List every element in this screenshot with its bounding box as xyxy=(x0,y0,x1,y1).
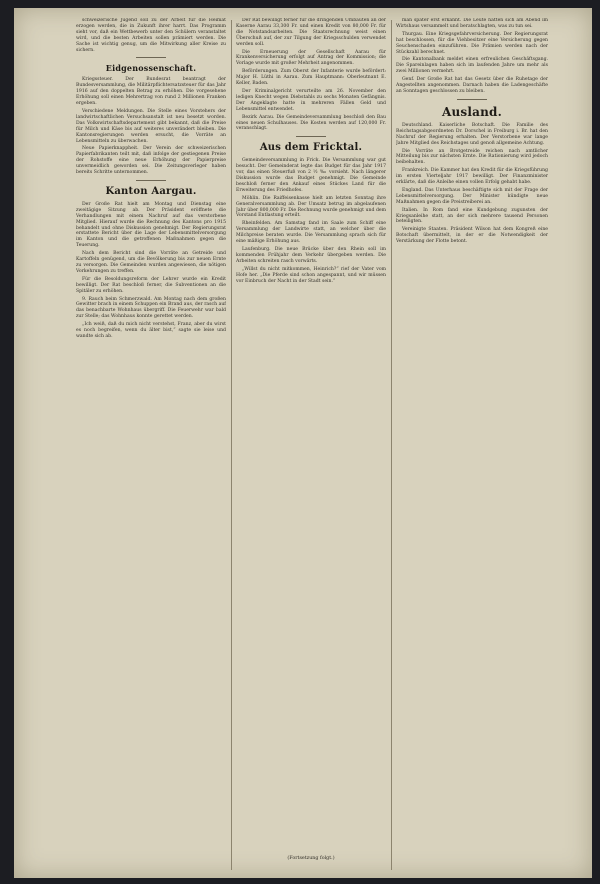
article-paragraph: Bezirk Aarau. Die Gemeindeversammlung beschloß den Bau eines neuen Schulhauses. Die Kosten werden auf 120,000 Fr. veranschlagt. xyxy=(236,114,386,132)
article-paragraph: Vereinigte Staaten. Präsident Wilson hat dem Kongreß eine Botschaft übermittelt, in der er die Notwendigkeit der Verstärkung der Flotte betont. xyxy=(396,227,548,245)
article-paragraph: Neue Papierknappheit. Der Verein der schweizerischen Papierfabrikanten teilt mit, daß infolge der gestiegenen Preise der Rohstoffe eine neue Erhöhung der Papierpreise unvermeidlich geworden sei. Die Zeitungsverleger haben bereits Schritte unternommen. xyxy=(76,146,226,176)
article-paragraph: Für die Besoldungsreform der Lehrer wurde ein Kredit bewilligt. Der Rat beschloß ferner, die Subventionen an die Spitäler zu erhöhen. xyxy=(76,276,226,294)
article-paragraph: Thurgau. Eine Kriegsgefahrversicherung. Der Regierungsrat hat beschlossen, für die Viehbesitzer eine Versicherung gegen Seuchenschaden einzuführen. Die Prämien werden nach der Stückzahl berechnet. xyxy=(396,31,548,55)
article-paragraph: schweizerische Jugend soll zu der Arbeit für die Heimat erzogen werden, die in Zukunft ihrer harrt. Das Programm sieht vor, daß ein Wettbewerb unter den Schülern veranstaltet wird, und die besten Arbeiten sollen prämiert werden. Die Sache ist wichtig genug, um die Mitwirkung aller Kreise zu sichern. xyxy=(76,18,226,53)
article-paragraph: Gemeindeversammlung in Frick. Die Versammlung war gut besucht. Der Gemeinderat legte das Budget für das Jahr 1917 vor, das einen Steuerfuß von 2 ½ ‰ vorsieht. Nach längerer Diskussion wurde das Budget genehmigt. Die Gemeinde beschloß ferner den Ankauf eines Stückes Land für die Erweiterung des Friedhofes. xyxy=(236,158,386,193)
article-paragraph: Die Vorräte an Brotgetreide reichen nach amtlicher Mitteilung bis zur nächsten Ernte. Die Rationierung wird jedoch beibehalten. xyxy=(396,148,548,166)
column-rule xyxy=(231,20,232,870)
article-paragraph: Nach dem Bericht sind die Vorräte an Getreide und Kartoffeln genügend, um die Bevölkerung bis zur neuen Ernte zu versorgen. Die Gemeinden wurden angewiesen, die nötigen Vorkehrungen zu treffen. xyxy=(76,251,226,274)
divider xyxy=(136,57,166,58)
article-paragraph: Beförderungen. Zum Oberst der Infanterie wurde befördert: Major H. Lüthi in Aarau. Zum Hauptmann: Oberleutnant E. Keller, Baden. xyxy=(236,69,386,87)
article-paragraph: Die Kantonalbank meldet einen erfreulichen Geschäftsgang. Die Spareinlagen haben sich im laufenden Jahre um mehr als zwei Millionen vermehrt. xyxy=(396,57,548,75)
divider xyxy=(457,99,487,100)
article-paragraph: 9. Rauch beim Schmerzwald. Am Montag nach dem großen Gewitter brach in einem Schuppen ein Brand aus, der rasch auf das benachbarte Wohnhaus übergriff. Die Feuerwehr war bald zur Stelle; das Wohnhaus konnte gerettet werden. xyxy=(76,296,226,320)
article-paragraph: Möhlin. Die Raiffeisenkasse hielt am letzten Sonntag ihre Generalversammlung ab. Der Umsatz betrug im abgelaufenen Jahr über 800,000 Fr. Die Rechnung wurde genehmigt und dem Vorstand Entlastung erteilt. xyxy=(236,195,386,219)
article-paragraph: Die Erneuerung der Gesellschaft Aarau für Krankenversicherung erfolgt auf Antrag der Kommission; die Vorlage wurde mit großer Mehrheit angenommen. xyxy=(236,49,386,67)
continuation-note: (Fortsetzung folgt.) xyxy=(287,856,335,861)
article-paragraph: Der Kriminalgericht verurteilte am 26. November den ledigen Knecht wegen Diebstahls zu sechs Monaten Gefängnis. Der Angeklagte hatte in mehreren Fällen Geld und Lebensmittel entwendet. xyxy=(236,88,386,112)
column-3 xyxy=(396,18,548,874)
column-1 xyxy=(76,18,226,874)
section-heading: Eidgenossenschaft. xyxy=(105,63,197,74)
article-paragraph: Deutschland. Kaiserliche Botschaft. Die Familie des Reichstagsabgeordneten Dr. Dorschel in Freiburg i. Br. hat den Nachruf der Regierung erhalten. Der Verstorbene war lange Jahre Mitglied des Reichstages und genoß allgemeine Achtung. xyxy=(396,122,548,146)
article-paragraph: „Willst du nicht mitkommen, Heinrich?“ rief der Vater vom Hofe her. „Die Pferde sind schon angespannt, und wir müssen vor Einbruch der Nacht in der Stadt sein.“ xyxy=(236,266,386,284)
article-paragraph: Rheinfelden. Am Samstag fand im Saale zum Schiff eine Versammlung der Landwirte statt, an welcher über die Milchpreise beraten wurde. Die Versammlung sprach sich für eine mäßige Erhöhung aus. xyxy=(236,221,386,245)
article-paragraph: England. Das Unterhaus beschäftigte sich mit der Frage der Lebensmittelversorgung. Der Minister kündigte neue Maßnahmen gegen die Preistreiberei an. xyxy=(396,187,548,205)
article-paragraph: Frankreich. Die Kammer hat den Kredit für die Kriegsführung im ersten Vierteljahr 1917 bewilligt. Der Finanzminister erklärte, daß die Anleihe einen vollen Erfolg gehabt habe. xyxy=(396,168,548,186)
article-paragraph: Verschiedene Meldungen. Die Stelle eines Vorstehers der landwirtschaftlichen Versuchsanstalt ist neu besetzt worden. Das Volkswirtschaftsdepartement gibt bekannt, daß die Preise für Milch und Käse bis auf weiteres unverändert bleiben. Die Kantonsregierungen werden ersucht, die Vorräte an Lebensmitteln zu überwachen. xyxy=(76,108,226,144)
newspaper-page xyxy=(14,8,592,878)
article-paragraph: Kriegssteuer. Der Bundesrat beantragt der Bundesversammlung, die Militärpflichtersatzsteuer für das Jahr 1916 auf den doppelten Betrag zu erhöhen. Die vorgesehene Erhöhung soll einen Mehrertrag von rund 2 Millionen Franken ergeben. xyxy=(76,77,226,107)
divider xyxy=(136,180,166,181)
article-paragraph: Der Große Rat hielt am Montag und Dienstag eine zweitägige Sitzung ab. Der Präsident eröffnete die Verhandlungen mit einem Nachruf auf das verstorbene Mitglied. Hierauf wurde die Rechnung des Kantons pro 1915 behandelt und ohne Diskussion genehmigt. Der Regierungsrat erstattete Bericht über die Lage der Lebensmittelversorgung im Kanton und die getroffenen Maßnahmen gegen die Teuerung. xyxy=(76,201,226,249)
column-rule xyxy=(391,20,392,870)
column-2 xyxy=(236,18,386,874)
article-paragraph: Genf. Der Große Rat hat das Gesetz über die Ruhetage der Angestellten angenommen. Darnach haben die Ladengeschäfte an Sonntagen geschlossen zu bleiben. xyxy=(396,77,548,94)
section-heading: Ausland. xyxy=(441,104,503,119)
article-paragraph: man später erst erkannt. Die Leute hatten sich am Abend im Wirtshaus versammelt und beratschlagten, was zu tun sei. xyxy=(396,18,548,29)
divider xyxy=(296,136,326,137)
article-paragraph: Laufenburg. Die neue Brücke über den Rhein soll im kommenden Frühjahr dem Verkehr übergeben werden. Die Arbeiten schreiten rasch vorwärts. xyxy=(236,247,386,264)
section-heading: Kanton Aargau. xyxy=(105,185,197,197)
article-paragraph: Italien. In Rom fand eine Kundgebung zugunsten der Kriegsanleihe statt, an der sich mehrere tausend Personen beteiligten. xyxy=(396,207,548,225)
article-paragraph: „Ich weiß, daß du mich nicht verstehst, Franz, aber du wirst es noch begreifen, wenn du älter bist,“ sagte sie leise und wandte sich ab. xyxy=(76,322,226,339)
article-paragraph: Der Rat bewilligt ferner für die dringenden Umbauten an der Kaserne Aarau 33,300 Fr. und einen Kredit von 80,000 Fr. für die Notstandsarbeiten. Die Staatsrechnung weist einen Überschuß auf, der zur Tilgung der Kriegsschulden verwendet werden soll. xyxy=(236,18,386,47)
section-heading: Aus dem Fricktal. xyxy=(259,142,363,154)
